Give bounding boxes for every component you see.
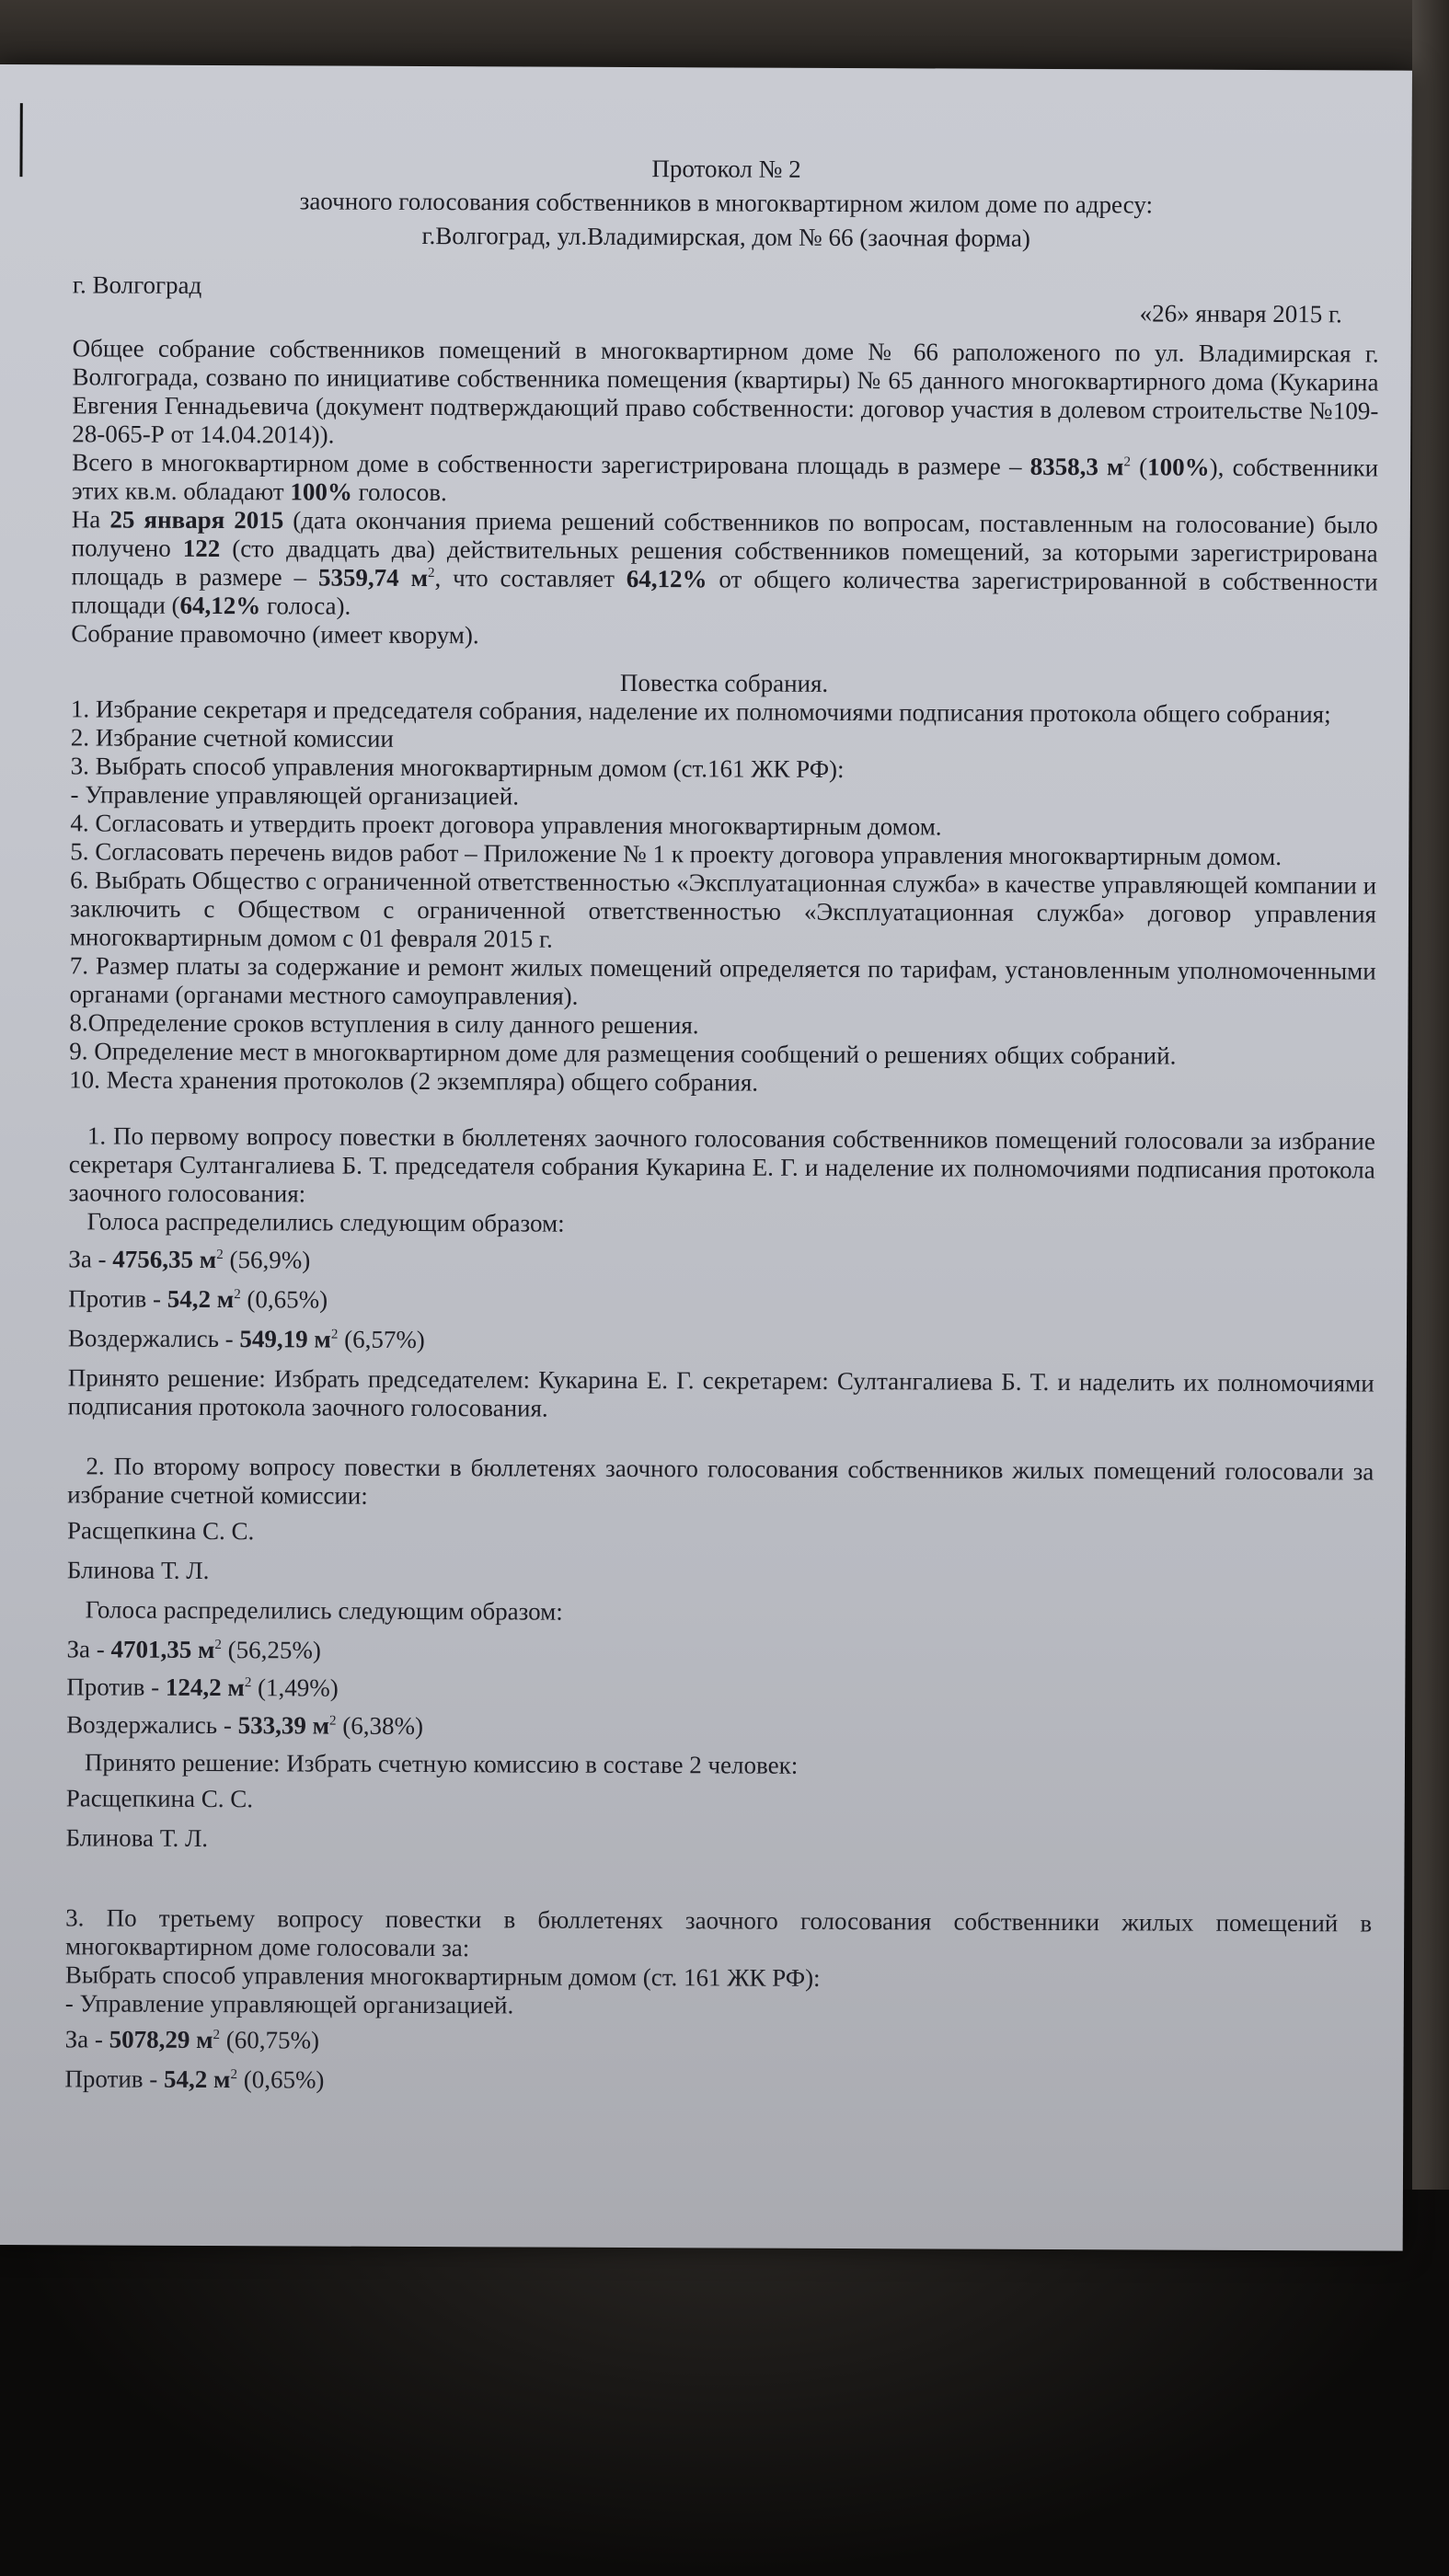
- votes-for: За - 4701,35 $м^2$ (56,25%): [66, 1635, 321, 1664]
- votes-against: Против - 124,2 $м^2$ (1,49%): [66, 1673, 339, 1702]
- protocol-date: «26» января 2015 г.: [1139, 299, 1342, 328]
- total-area: 8358,3 м: [1029, 452, 1124, 481]
- question-2-text: 2. По второму вопросу повестки в бюллетенях заочного голосования собственников жилых помещений голосовали за избрание счетной комиссии:: [67, 1452, 1374, 1510]
- agenda-item: 3. Выбрать способ управления многоквартирным домом (ст.161 ЖК РФ):: [70, 752, 845, 784]
- agenda-title: Повестка собрания.: [619, 668, 829, 697]
- question-3-line: Выбрать способ управления многоквартирным домом (ст. 161 ЖК РФ):: [64, 1961, 821, 1992]
- voted-area: 5359,74 м: [317, 563, 429, 592]
- decision-text: Принято решение: Избрать председателем: Кукарина Е. Г. секретарем: Султангалиева Б. Т. и наделить их полномочиями подписания протокола заочного голосования.: [67, 1363, 1374, 1422]
- question-3-line: - Управление управляющей организацией.: [64, 1989, 514, 2019]
- commission-member: Расщепкина С. С.: [65, 1784, 254, 1813]
- votes-against: Против - 54,2 $м^2$ (0,65%): [64, 2064, 325, 2094]
- question-1-section: [68, 1121, 1375, 1426]
- question-2-section: [66, 1452, 1374, 1857]
- document-page: [0, 64, 1412, 2251]
- commission-member: Блинова Т. Л.: [65, 1823, 209, 1853]
- question-3-section: [64, 1903, 1372, 2099]
- agenda-item: 4. Согласовать и утвердить проект договора управления многоквартирным домом.: [70, 809, 942, 841]
- protocol-title: Протокол № 2: [651, 155, 801, 183]
- votes-for: За - 5078,29 $м^2$ (60,75%): [64, 2025, 320, 2054]
- agenda-list: [69, 695, 1377, 1099]
- agenda-item: 1. Избрание секретаря и председателя собрания, наделение их полномочиями подписания протокола общего собрания;: [70, 695, 1331, 729]
- votes-for: За - 4756,35 $м^2$ (56,9%): [68, 1245, 311, 1274]
- decision-text: Принято решение: Избрать счетную комиссию в составе 2 человек:: [84, 1748, 799, 1779]
- votes-distribution-label: Голоса распределились следующим образом:: [85, 1595, 563, 1626]
- photo-backdrop-right: [1412, 0, 1449, 2282]
- intro-paragraph-1: Общее собрание собственников помещений в многоквартирном доме № 66 раположеного по ул. Владимирская г. Волгограда, созвано по инициативе собственника помещения (квартиры) № 65 данного многоквартирного дома (Кукарина Евгения Геннадьевича (документ подтверждающий право собственности: договор участия в долевом строительстве №109-28-065-Р от 14.04.2014)).: [72, 334, 1379, 449]
- question-3-text: 3. По третьему вопросу повестки в бюллетенях заочного голосования собственники жилых помещений в многоквартирном доме голосовали за:: [65, 1903, 1373, 1962]
- question-1-text: 1. По первому вопросу повестки в бюллетенях заочного голосования собственников помещений голосовали за избрание секретаря Султангалиева Б. Т. председателя собрания Кукарина Е. Г. и наделение их полномочиями подписания протокола заочного голосования:: [68, 1121, 1375, 1208]
- protocol-address: г.Волгоград, ул.Владимирская, дом № 66 (заочная форма): [421, 222, 1030, 252]
- commission-member: Расщепкина С. С.: [66, 1516, 255, 1546]
- votes-abstained: Воздержались - 533,39 $м^2$ (6,38%): [66, 1710, 424, 1741]
- votes-distribution-label: Голоса распределились следующим образом:: [86, 1207, 565, 1237]
- agenda-item: 7. Размер платы за содержание и ремонт жилых помещений определяется по тарифам, установленным уполномоченными органами (органами местного самоуправления).: [69, 951, 1376, 1010]
- intro-paragraph-3: На 25 января 2015 (дата окончания приема решений собственников по вопросам, поставленным на голосование) было получено 122 (сто двадцать два) действительных решения собственников помещений, за которыми зарегистрирована площадь в размере – 5359,74 $м^2$, что составляет 64,12% от общего количества зарегистрированной в собственности площади (64,12% голоса).: [71, 505, 1378, 620]
- agenda-item: 5. Согласовать перечень видов работ – Приложение № 1 к проекту договора управления многоквартирным домом.: [70, 837, 1282, 871]
- city: г. Волгоград: [72, 270, 202, 299]
- agenda-item: 8.Определение сроков вступления в силу данного решения.: [69, 1008, 699, 1040]
- margin-mark: [19, 103, 22, 177]
- quorum-statement: Собрание правомочно (имеет кворум).: [71, 619, 479, 650]
- commission-member: Блинова Т. Л.: [66, 1556, 210, 1585]
- document-content: [64, 143, 1379, 2099]
- votes-against: Против - 54,2 $м^2$ (0,65%): [68, 1284, 328, 1314]
- protocol-subtitle: заочного голосования собственников в многоквартирном жилом доме по адресу:: [299, 187, 1154, 219]
- agenda-item: - Управление управляющей организацией.: [70, 780, 520, 811]
- agenda-item: 6. Выбрать Общество с ограниченной ответственностью «Эксплуатационная служба» в качестве управляющей компании и заключить с Обществом с ограниченной ответственностью «Эксплуатационная служба» договор управления многоквартирным домом с 01 февраля 2015 г.: [69, 866, 1377, 953]
- agenda-item: 10. Места хранения протоколов (2 экземпляра) общего собрания.: [69, 1065, 759, 1097]
- city-date-row: [73, 270, 1379, 328]
- agenda-item: 2. Избрание счетной комиссии: [70, 723, 394, 753]
- intro-paragraph-2: Всего в многоквартирном доме в собственности зарегистрирована площадь в размере – 8358,3 $м^2$ (100%), собственники этих кв.м. обладают 100% голосов.: [71, 448, 1379, 507]
- photo-backdrop-top: [0, 0, 1449, 74]
- agenda-item: 9. Определение мест в многоквартирном доме для размещения сообщений о решениях общих собраний.: [69, 1037, 1177, 1070]
- votes-abstained: Воздержались - 549,19 $м^2$ (6,57%): [67, 1324, 425, 1354]
